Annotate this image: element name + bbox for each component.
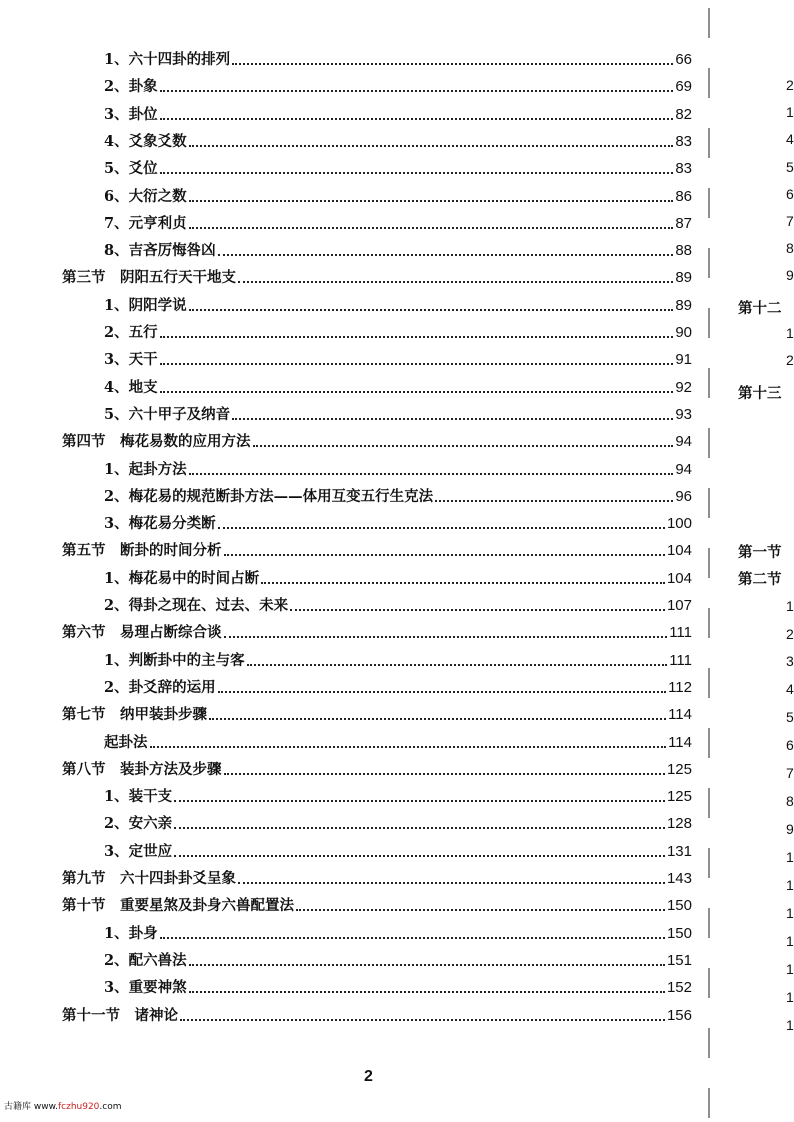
toc-entry-title: 3、定世应 (104, 842, 173, 860)
toc-page-number: 128 (666, 815, 692, 833)
toc-page-number: 86 (675, 187, 692, 205)
dot-leader (150, 746, 667, 748)
toc-entry-title: 2、配六兽法 (104, 951, 187, 969)
right-fragment: 8 (786, 793, 794, 809)
dot-leader (189, 309, 674, 311)
toc-entry-title: 3、卦位 (104, 105, 158, 123)
toc-entry-row (104, 373, 692, 397)
right-fragment: 1 (786, 989, 794, 1005)
toc-entry-title: 第六节 易理占断综合谈 (62, 624, 222, 642)
dot-leader (435, 500, 673, 502)
toc-entry-row (104, 318, 692, 342)
toc-entry-row (104, 646, 692, 670)
right-heading: 第十二 (738, 300, 782, 317)
toc-entry-row (104, 946, 692, 970)
toc-page-number: 112 (668, 678, 692, 696)
toc-entry-title: 第九节 六十四卦卦爻呈象 (62, 870, 236, 887)
right-fragment: 1 (786, 905, 794, 921)
dot-leader (218, 254, 674, 256)
right-fragment: 5 (786, 159, 794, 175)
toc-page-number: 92 (675, 378, 692, 396)
toc-page-number: 107 (666, 597, 692, 614)
right-fragment: 2 (786, 77, 794, 93)
dot-leader (296, 909, 665, 911)
toc-entry-title: 第十一节 诸神论 (62, 1006, 178, 1024)
right-fragment: 6 (786, 737, 794, 753)
toc-entry-row (104, 564, 692, 588)
toc-entry-row (104, 154, 692, 178)
toc-entry-row (104, 919, 692, 943)
toc-entry-row (104, 45, 692, 69)
toc-page-number: 66 (675, 51, 692, 68)
toc-section-row (62, 536, 692, 560)
right-fragment: 1 (786, 849, 794, 865)
right-fragment: 1 (786, 325, 794, 341)
toc-entry-title: 6、大衍之数 (104, 187, 187, 205)
toc-entry-title: 3、天干 (104, 351, 158, 369)
toc-entry-title: 3、梅花易分类断 (104, 515, 216, 533)
toc-entry-title: 3、重要神煞 (104, 979, 187, 997)
toc-page-number: 91 (675, 351, 692, 369)
toc-entry-row (104, 782, 692, 806)
toc-page-number: 83 (675, 132, 692, 150)
toc-page-number: 87 (675, 214, 692, 232)
right-heading: 第十三 (738, 385, 782, 402)
toc-entry-title: 1、判断卦中的主与客 (104, 651, 245, 669)
dot-leader (174, 827, 665, 829)
toc-entry-title: 5、六十甲子及纳音 (104, 405, 231, 423)
toc-entry-row (104, 400, 692, 424)
dot-leader (189, 991, 665, 993)
toc-entry-title: 第八节 装卦方法及步骤 (62, 760, 222, 778)
dot-leader (232, 418, 673, 420)
watermark-prefix: 古籍库 www. (4, 1102, 58, 1112)
toc-page-number: 125 (666, 788, 692, 806)
dot-leader (218, 691, 666, 693)
toc-entry-title: 1、起卦方法 (104, 460, 187, 478)
right-fragment: 3 (786, 653, 794, 669)
toc-page-number: 104 (666, 569, 692, 587)
toc-page-number: 104 (666, 542, 692, 560)
dot-leader (160, 172, 674, 174)
toc-page-number: 114 (668, 733, 692, 751)
toc-page-number: 94 (675, 433, 692, 451)
toc-entry-title: 2、五行 (104, 324, 158, 341)
toc-entry-title: 第四节 梅花易数的应用方法 (62, 433, 251, 451)
toc-section-row (62, 891, 692, 915)
dot-leader (160, 391, 674, 393)
right-fragment: 5 (786, 709, 794, 725)
toc-page-number: 83 (675, 160, 692, 178)
toc-entry-title: 4、爻象爻数 (104, 132, 187, 150)
dot-leader (224, 773, 665, 775)
dot-leader (189, 200, 674, 202)
toc-page-number: 114 (668, 706, 692, 724)
watermark-highlight: fczhu920 (57, 1102, 100, 1112)
toc-entry-row (104, 72, 692, 96)
right-fragment: 9 (786, 821, 794, 837)
dot-leader (247, 664, 668, 666)
dot-leader (160, 363, 674, 365)
toc-section-row (62, 1001, 692, 1025)
toc-page-number: 152 (666, 979, 692, 997)
page-gutter (708, 8, 710, 1118)
dot-leader (290, 609, 665, 611)
toc-entry-title: 2、卦象 (104, 78, 158, 96)
right-fragment: 1 (786, 104, 794, 120)
dot-leader (224, 554, 665, 556)
toc-entry-row (104, 482, 692, 506)
dot-leader (160, 937, 665, 939)
toc-entry-title: 起卦法 (104, 733, 148, 751)
toc-entry-title: 2、得卦之现在、过去、未来 (104, 597, 289, 614)
dot-leader (253, 445, 674, 447)
watermark (4, 1099, 122, 1112)
toc-entry-title: 1、装干支 (104, 788, 173, 806)
toc-entry-title: 4、地支 (104, 378, 158, 396)
toc-entry-row (104, 127, 692, 151)
toc-page-number: 90 (675, 324, 692, 341)
right-heading: 第一节 (738, 544, 782, 561)
right-fragment: 1 (786, 598, 794, 614)
toc-entry-title: 7、元亨利贞 (104, 214, 187, 232)
toc-entry-row (104, 728, 692, 752)
toc-entry-row (104, 455, 692, 479)
toc-entry-title: 第三节 阴阳五行天干地支 (62, 269, 236, 287)
dot-leader (189, 964, 665, 966)
toc-page-number: 111 (669, 624, 692, 642)
toc-page-number: 89 (675, 296, 692, 314)
right-fragment: 6 (786, 186, 794, 202)
toc-entry-title: 1、梅花易中的时间占断 (104, 569, 260, 587)
right-fragment: 8 (786, 240, 794, 256)
toc-entry-row (104, 809, 692, 833)
dot-leader (238, 882, 665, 884)
dot-leader (261, 582, 665, 584)
toc-entry-title: 1、阴阳学说 (104, 296, 187, 314)
toc-section-row (62, 700, 692, 724)
dot-leader (174, 800, 665, 802)
toc-page-number: 150 (666, 897, 692, 915)
watermark-suffix: .com (99, 1102, 122, 1112)
toc-entry-title: 第五节 断卦的时间分析 (62, 542, 222, 560)
right-fragment: 2 (786, 626, 794, 642)
toc-page-number: 69 (675, 78, 692, 96)
toc-entry-title: 8、吉吝厉悔咎凶 (104, 242, 216, 260)
toc-section-row (62, 755, 692, 779)
toc-section-row (62, 263, 692, 287)
right-fragment: 1 (786, 1017, 794, 1033)
toc-entry-row (104, 236, 692, 260)
dot-leader (189, 145, 674, 147)
toc-entry-row (104, 509, 692, 533)
toc-page-number: 111 (669, 651, 692, 669)
dot-leader (238, 281, 673, 283)
dot-leader (218, 527, 665, 529)
toc-page-number: 150 (666, 924, 692, 942)
toc-entry-title: 2、卦爻辞的运用 (104, 678, 216, 696)
dot-leader (224, 636, 668, 638)
dot-leader (209, 718, 666, 720)
toc-entry-title: 2、安六亲 (104, 815, 173, 833)
toc-entry-row (104, 673, 692, 697)
toc-entry-row (104, 182, 692, 206)
toc-entry-title: 第七节 纳甲装卦步骤 (62, 706, 207, 724)
adjacent-page-fragment (720, 0, 792, 1122)
toc-page-number: 156 (666, 1006, 692, 1024)
toc-page-number: 151 (666, 951, 692, 969)
toc-page-number: 94 (675, 460, 692, 478)
dot-leader (232, 63, 673, 65)
toc-entry-title: 1、卦身 (104, 924, 158, 942)
toc-section-row (62, 864, 692, 888)
toc-entry-row (104, 291, 692, 315)
page-number: 2 (364, 1068, 373, 1085)
toc-entry-title: 5、爻位 (104, 160, 158, 178)
right-fragment: 1 (786, 961, 794, 977)
dot-leader (160, 90, 674, 92)
right-fragment: 2 (786, 352, 794, 368)
dot-leader (189, 227, 674, 229)
toc-entry-row (104, 209, 692, 233)
toc-entry-title: 第十节 重要星煞及卦身六兽配置法 (62, 897, 294, 915)
toc-entry-row (104, 837, 692, 861)
toc-page-number: 96 (675, 487, 692, 505)
right-heading: 第二节 (738, 571, 782, 588)
right-fragment: 4 (786, 131, 794, 147)
toc-section-row (62, 618, 692, 642)
toc-entry-row (104, 345, 692, 369)
right-fragment: 9 (786, 267, 794, 283)
right-fragment: 7 (786, 765, 794, 781)
right-fragment: 1 (786, 933, 794, 949)
right-fragment: 4 (786, 681, 794, 697)
dot-leader (160, 118, 674, 120)
toc-entry-title: 1、六十四卦的排列 (104, 51, 231, 68)
dot-leader (180, 1019, 665, 1021)
toc-page-number: 82 (675, 105, 692, 123)
right-fragment: 7 (786, 213, 794, 229)
toc-entry-row (104, 591, 692, 615)
toc-entry-row (104, 100, 692, 124)
toc-page-number: 125 (666, 760, 692, 778)
toc-page-number: 100 (666, 515, 692, 533)
toc-section-row (62, 427, 692, 451)
dot-leader (189, 473, 674, 475)
dot-leader (174, 855, 665, 857)
toc-page-number: 143 (666, 870, 692, 887)
toc-page-number: 131 (666, 842, 692, 860)
toc-entry-title: 2、梅花易的规范断卦方法——体用互变五行生克法 (104, 487, 434, 505)
dot-leader (160, 336, 674, 338)
right-fragment: 1 (786, 877, 794, 893)
toc-entry-row (104, 973, 692, 997)
toc-page-number: 89 (675, 269, 692, 287)
toc-page-number: 93 (675, 405, 692, 423)
toc-page-number: 88 (675, 242, 692, 260)
